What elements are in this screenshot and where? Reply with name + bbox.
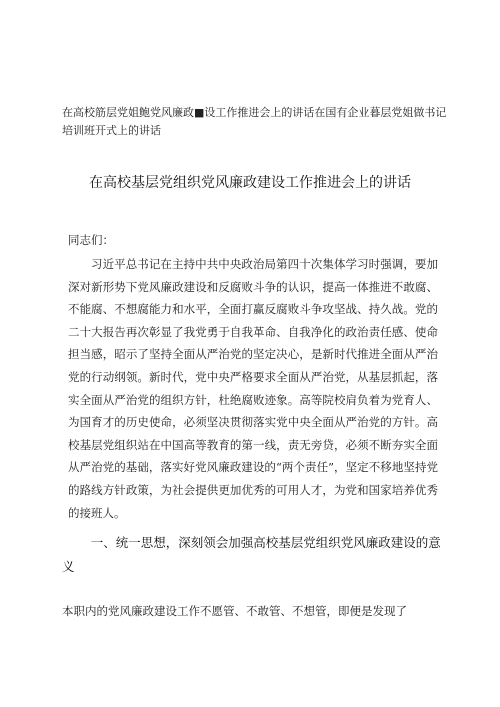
body-paragraph: 习近平总书记在主持中共中央政治局第四十次集体学习时强调，要加深对新形势下党风廉政建设和反腐败斗争的认识，提高一体推进不敢腐、不能腐、不想腐能力和水平，全面打赢反腐败斗争攻坚战、持久战。党的二十大报告再次彰显了我党勇于自我革命、自我净化的政治责任感、使命担当感，昭示了坚持全面从严治党的坚定决心，是新时代推进全面从严治党的行动纲领。新时代，党中央严格要求全面从严治党，从基层抓起，落实全面从严治党的组织方针，杜绝腐败迹象。高等院校肩负着为党育人、为国育才的历史使命，必须坚决贯彻落实党中央全面从严治党的方针。高校基层党组织站在中国高等教育的第一线，责无旁贷，必须不断夯实全面从严治党的基础，落实好党风廉政建设的“两个责任”，坚定不移地坚持党的路线方针政策，为社会提供更加优秀的可用人才，为党和国家培养优秀的接班人。 bbox=[68, 257, 438, 520]
body-paragraph-partial: 本职内的党风廉政建设工作不愿管、不敢管、不想管，即便是发现了 bbox=[62, 604, 407, 618]
document-title: 在高校基层党组织党风廉政建设工作推进会上的讲话 bbox=[89, 175, 411, 191]
section-heading: 一、统一思想，深刻领会加强高校基层党组织党风廉政建设的意义 bbox=[62, 535, 441, 574]
greeting: 同志们： bbox=[68, 233, 114, 247]
document-header: 在高校筋层党姐鲍党风廉政■设工作推进会上的讲话在国有企业暮层党姐做书记培训班开式上的讲话 bbox=[62, 106, 447, 137]
